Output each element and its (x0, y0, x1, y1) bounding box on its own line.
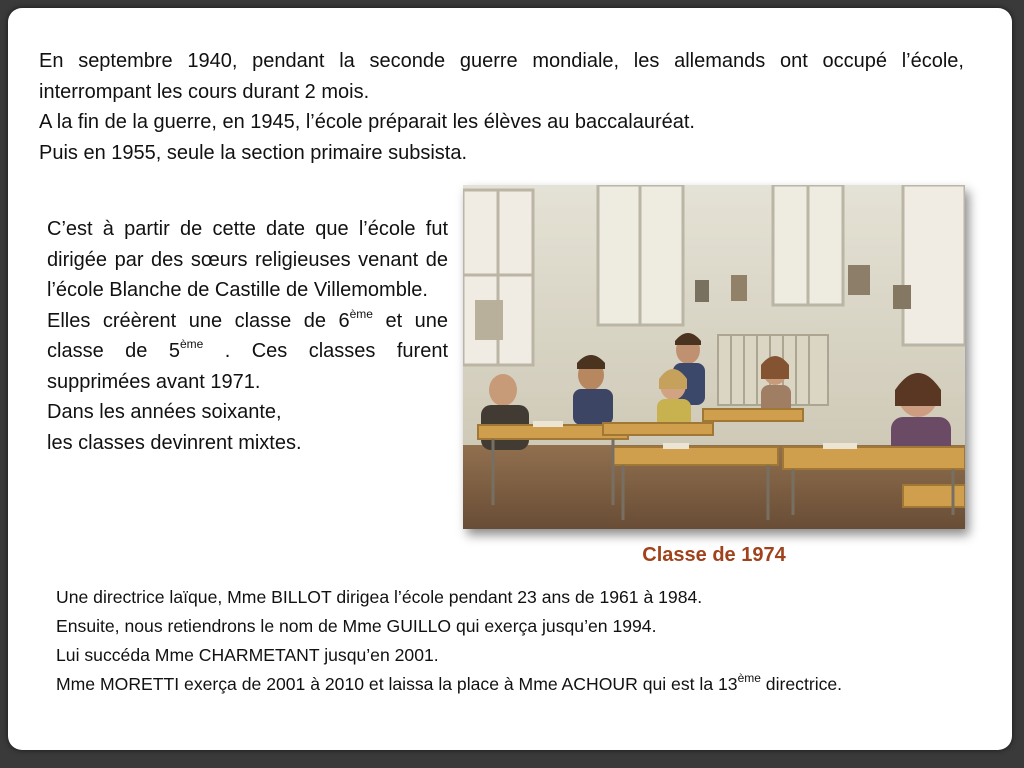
text-line-1940: En septembre 1940, pendant la seconde guerre mondiale, les allemands ont occupé l’école, interrompant les cours durant 2 mois. (39, 50, 964, 103)
classroom-photo (463, 185, 965, 529)
text-moretti-part-2: directrice. (760, 674, 843, 694)
intro-text-block (39, 46, 964, 168)
directors-text-block (56, 583, 965, 699)
superscript-eme: ème (349, 306, 373, 321)
text-classes-part-3: . Ces classes furent supprimées avant 1971. (47, 340, 448, 393)
text-moretti-part-1: Mme MORETTI exerça de 2001 à 2010 et laissa la place à Mme ACHOUR qui est la 13 (56, 674, 738, 694)
superscript-eme-3: ème (737, 671, 761, 686)
text-mme-charmetant: Lui succéda Mme CHARMETANT jusqu’en 2001. (56, 645, 439, 665)
slide (8, 8, 1012, 750)
text-line-1955: Puis en 1955, seule la section primaire subsista. (39, 141, 468, 164)
text-classes-mixtes: les classes devinrent mixtes. (47, 431, 302, 454)
text-line-1945: A la fin de la guerre, en 1945, l’école préparait les élèves au baccalauréat. (39, 111, 695, 133)
text-mme-guillo: Ensuite, nous retiendrons le nom de Mme GUILLO qui exerça jusqu’en 1994. (56, 616, 657, 636)
classroom-photo-illustration (463, 185, 965, 529)
text-classes-6-5 (47, 306, 448, 398)
text-mme-billot: Une directrice laïque, Mme BILLOT dirigea l’école pendant 23 ans de 1961 à 1984. (56, 587, 703, 607)
text-classes-part-2: et une classe de 5 (47, 309, 448, 362)
text-soeurs-religieuses: C’est à partir de cette date que l’école fut dirigée par des sœurs religieuses venant de l’école Blanche de Castille de Villemomble. (47, 218, 448, 301)
history-text-block (47, 214, 448, 458)
text-classes-part-1: Elles créèrent une classe de 6 (47, 309, 350, 332)
text-annees-soixante: Dans les années soixante, (47, 401, 282, 423)
text-mme-moretti (56, 670, 965, 699)
superscript-eme-2: ème (179, 337, 204, 352)
photo-caption: Classe de 1974 (642, 544, 786, 566)
